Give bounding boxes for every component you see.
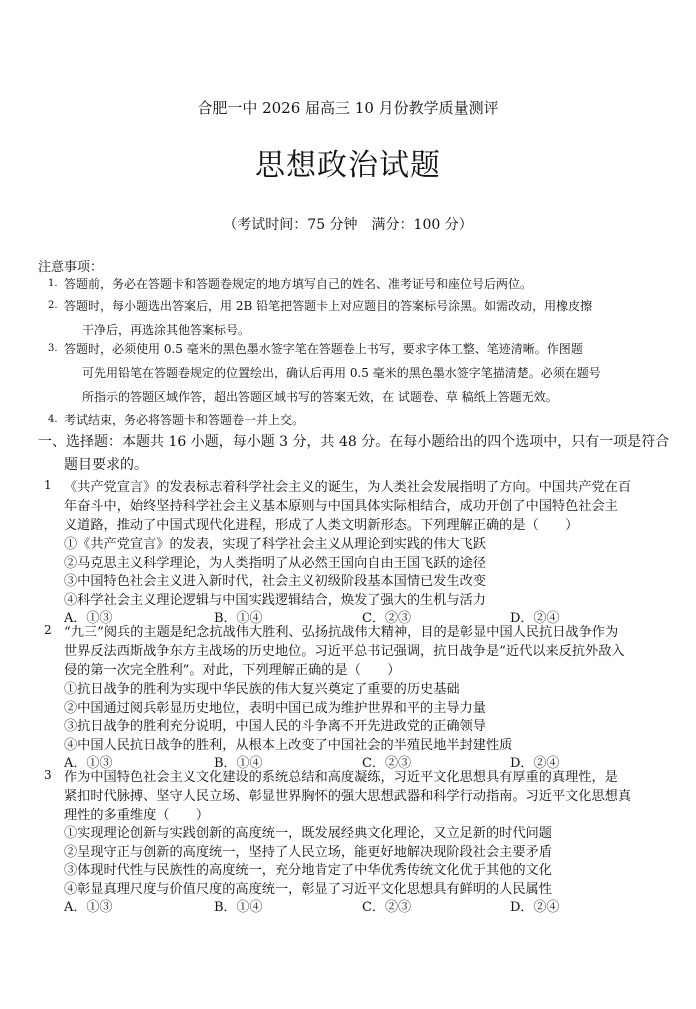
option-c: C．②③ [362,900,411,915]
option-a: A．①③ [64,900,113,915]
statement-line: ①实现理论创新与实践创新的高度统一，既发展经典文化理论，又立足新的时代问题 [64,826,552,841]
notes-heading: 注意事项： [38,260,104,275]
option-b: B．①④ [214,756,263,771]
statement-line: ③中国特色社会主义进入新时代，社会主义初级阶段基本国情已发生改变 [64,574,486,589]
subject-title: 思想政治试题 [255,148,441,183]
note-item-2 [48,294,593,342]
note-line: 答题时，每小题选出答案后，用 2B 铅笔把答题卡上对应题目的答案标号涂黑。如需改动，用橡皮擦 [64,299,593,313]
section-heading-cont: 题目要求的。 [64,457,148,473]
note-line: 考试结束，务必将答题卡和答题卷一并上交。 [64,413,305,427]
note-number: 2. [48,300,58,311]
question-stem-line: 作为中国特色社会主义文化建设的系统总结和高度凝练，习近平文化思想具有厚重的真理性，是 [64,770,618,785]
note-line: 可先用铅笔在答题卷规定的位置绘出，确认后再用 0.5 毫米的黑色墨水签字笔描清楚。必须在题号 [82,366,601,380]
question-stem-line: 义道路，推动了中国式现代化进程，形成了人类文明新形态。下列理解正确的是（ ） [64,518,579,533]
question-stem-line: 理性的多重维度（ ） [64,808,210,823]
option-d: D．②④ [510,900,560,915]
option-c: C．②③ [362,611,411,626]
question-number-3: 3 [44,768,52,782]
question-stem-line: 侵的第一次完全胜利”。对此，下列理解正确的是（ ） [64,663,401,678]
note-item-3 [48,337,601,409]
statement-line: ②呈现守正与创新的高度统一，坚持了人民立场，能更好地解决现阶段社会主要矛盾 [64,845,552,860]
statement-line: ②中国通过阅兵彰显历史地位，表明中国已成为维护世界和平的主导力量 [64,701,486,716]
question-number-1: 1 [44,478,52,492]
question-stem-line: “九三”阅兵的主题是纪念抗战伟大胜利、弘扬抗战伟大精神，目的是彰显中国人民抗日战争作为 [64,625,619,640]
note-line: 干净后，再选涂其他答案标号。 [82,323,251,337]
question-stem-line: 世界反法西斯战争东方主战场的历史地位。习近平总书记强调，抗日战争是“近代以来反抗外敌入 [64,644,625,659]
statement-line: ④彰显真理尺度与价值尺度的高度统一，彰显了习近平文化思想具有鲜明的人民属性 [64,882,552,897]
statement-line: ④中国人民抗日战争的胜利，从根本上改变了中国社会的半殖民地半封建性质 [64,738,513,753]
option-c: C．②③ [362,756,411,771]
question-stem-line: 《共产党宣言》的发表标志着科学社会主义的诞生，为人类社会发展指明了方向。中国共产党在百 [64,480,632,495]
note-number: 4. [48,414,58,425]
note-item-4 [48,408,305,432]
option-a: A．①③ [64,756,113,771]
question-number-2: 2 [44,623,52,637]
statement-line: ②马克思主义科学理论，为人类指明了从必然王国向自由王国飞跃的途径 [64,556,486,571]
note-line: 答题时，必须使用 0.5 毫米的黑色墨水签字笔在答题卷上书写，要求字体工整、笔迹清晰。作图题 [64,342,583,356]
section-heading: 一、选择题：本题共 16 小题，每小题 3 分，共 48 分。在每小题给出的四个选项中，只有一项是符合 [38,434,670,450]
note-number: 3. [48,343,58,354]
statement-line: ④科学社会主义理论逻辑与中国实践逻辑结合，焕发了强大的生机与活力 [64,593,486,608]
statement-line: ①抗日战争的胜利为实现中华民族的伟大复兴奠定了重要的历史基础 [64,682,460,697]
statement-line: ③体现时代性与民族性的高度统一，充分地肯定了中华优秀传统文化优于其他的文化 [64,863,552,878]
option-b: B．①④ [214,611,263,626]
note-item-1 [48,272,533,296]
statement-line: ③抗日战争的胜利充分说明，中国人民的斗争离不开先进政党的正确领导 [64,719,486,734]
note-line: 所指示的答题区域作答，超出答题区域书写的答案无效，在 试题卷、草 稿纸上答题无效。 [82,390,558,404]
note-line: 答题前，务必在答题卡和答题卷规定的地方填写自己的姓名、准考证号和座位号后两位。 [64,277,533,291]
question-stem-line: 年奋斗中，始终坚持科学社会主义基本原则与中国具体实际相结合，成功开创了中国特色社会主 [64,499,618,514]
exam-header-title: 合肥一中 2026 届高三 10 月份教学质量测评 [197,99,499,117]
statement-line: ①《共产党宣言》的发表，实现了科学社会主义从理论到实践的伟大飞跃 [64,537,486,552]
exam-time-score: （考试时间：75 分钟 满分：100 分） [223,217,473,233]
option-d: D．②④ [510,611,560,626]
option-a: A．①③ [64,611,113,626]
option-d: D．②④ [510,756,560,771]
question-stem-line: 紧扣时代脉搏、坚守人民立场、彰显世界胸怀的强大思想武器和科学行动指南。习近平文化思想真 [64,789,632,804]
option-b: B．①④ [214,900,263,915]
note-number: 1. [48,278,58,289]
